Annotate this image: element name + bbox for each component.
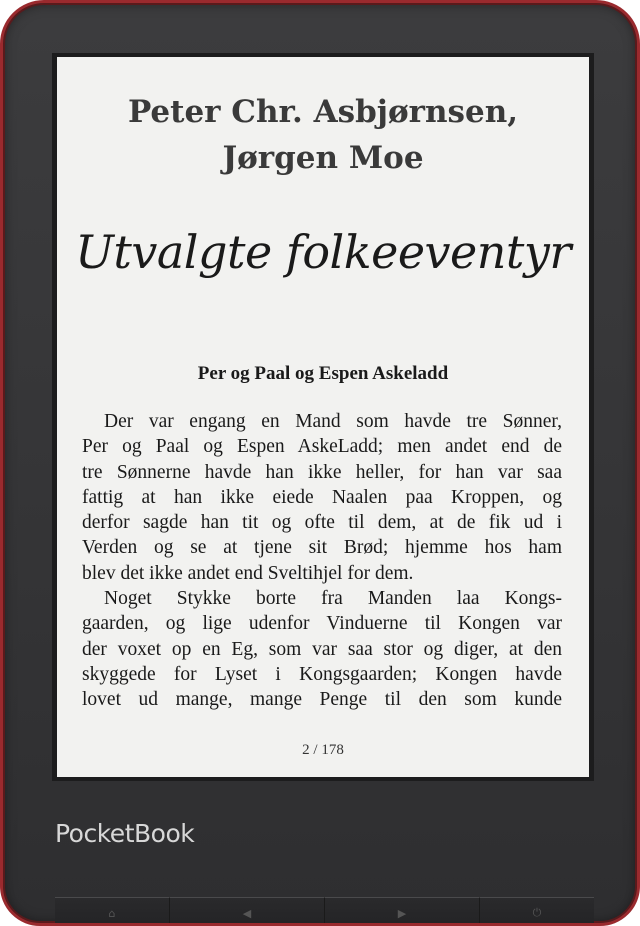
text-line: gaarden, og lige udenfor Vinduerne til Kongen var: [82, 613, 562, 635]
book-title: Utvalgte folkeeventyr: [75, 225, 571, 279]
text-line: blev det ikke andet end Sveltihjel for dem.: [82, 562, 414, 584]
text-line: Der var engang en Mand som havde tre Sønner,: [104, 411, 562, 432]
book-authors: [57, 89, 589, 181]
author-line: Jørgen Moe: [222, 140, 424, 176]
prev-page-button[interactable]: [170, 897, 325, 926]
prev-page-icon: ◀: [242, 906, 252, 920]
text-line: fattig at han ikke eiede Naalen paa Kroppen, og: [82, 486, 562, 508]
page-indicator: 2 / 178: [302, 742, 344, 758]
brand-logo: PocketBook: [55, 819, 195, 848]
page-body-text: [82, 409, 562, 713]
text-line: tre Sønnerne havde han ikke heller, for han var saa: [82, 461, 562, 483]
text-line: der voxet op en Eg, som var saa stor og diger, at den: [82, 638, 562, 660]
text-line: lovet ud mange, mange Penge til den som kunde: [82, 689, 562, 711]
power-icon: ⏻: [532, 906, 542, 919]
hardware-button-bar: [55, 897, 591, 926]
text-line: Per og Paal og Espen AskeLadd; men andet end de: [82, 436, 562, 458]
home-icon: ⌂: [108, 906, 116, 920]
home-button[interactable]: [55, 897, 170, 926]
text-line: Noget Stykke borte fra Manden laa Kongs-: [104, 588, 562, 610]
chapter-title: Per og Paal og Espen Askeladd: [197, 363, 449, 384]
text-line: Verden og se at tjene sit Brød; hjemme hos ham: [82, 537, 562, 559]
reader-screen[interactable]: [57, 57, 589, 777]
next-page-button[interactable]: [325, 897, 480, 926]
power-button[interactable]: [480, 897, 594, 926]
text-line: skyggede for Lyset i Kongsgaarden; Kongen havde: [82, 663, 562, 685]
text-line: derfor sagde han tit og ofte til dem, at de fik ud i: [82, 512, 562, 534]
author-line: Peter Chr. Asbjørnsen,: [127, 94, 519, 130]
next-page-icon: ▶: [397, 906, 407, 920]
